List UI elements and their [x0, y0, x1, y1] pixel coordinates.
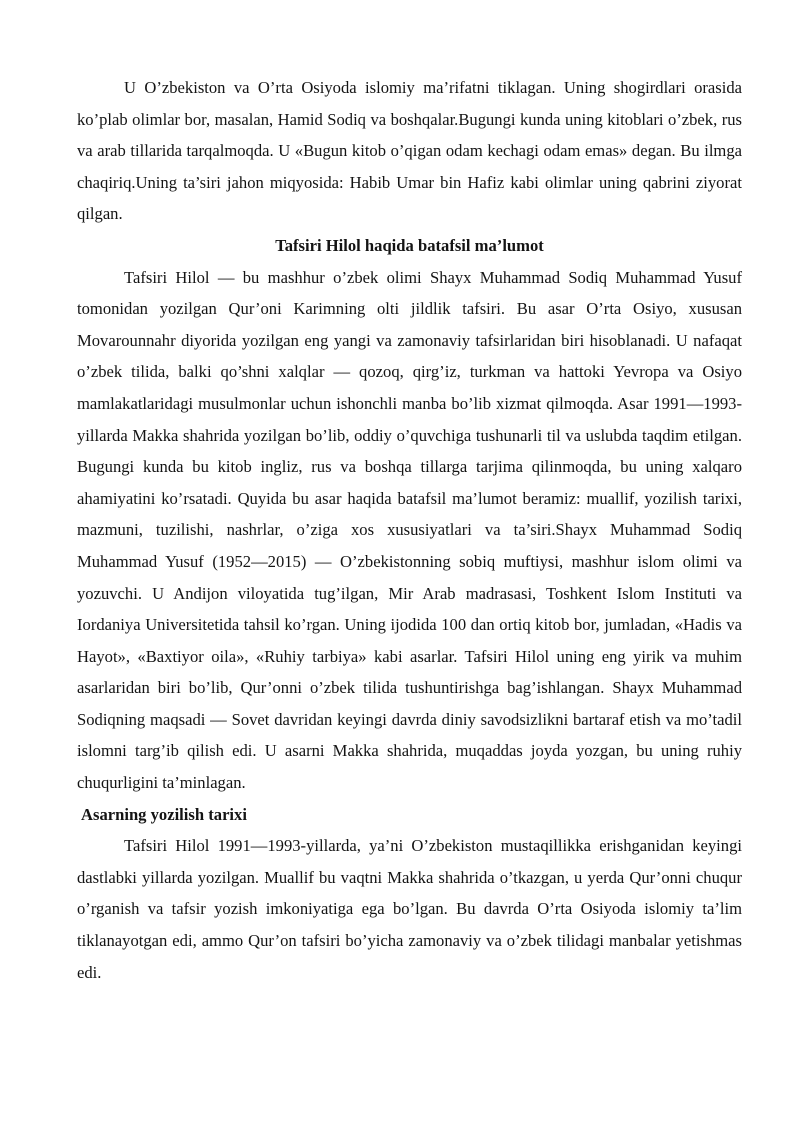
- section-heading-tafsiri-hilol: Tafsiri Hilol haqida batafsil ma’lumot: [275, 235, 544, 255]
- paragraph-writing-history: Tafsiri Hilol 1991—1993-yillarda, ya’ni O’zbekiston mustaqillikka erishganidan keyingi dastlabki yillarda yozilgan. Muallif bu vaqtni Makka shahrida o’tkazgan, u yerda Qur’onni chuqur o’rganish va tafsir yozish imkoniyatiga ega bo’lgan. Bu davrda O’rta Osiyoda islomiy ta’lim tiklanayotgan edi, ammo Qur’on tafsiri bo’yicha zamonaviy va o’zbek tilidagi manbalar yetishmas edi.: [77, 836, 742, 982]
- paragraph-intro-continuation: U O’zbekiston va O’rta Osiyoda islomiy ma’rifatni tiklagan. Uning shogirdlari orasida ko’plab olimlar bor, masalan, Hamid Sodiq va boshqalar.Bugungi kunda uning kitoblari o’zbek, rus va arab tillarida tarqalmoqda. U «Bugun kitob o’qigan odam kechagi odam emas» degan. Bu ilmga chaqiriq.Uning ta’siri jahon miqyosida: Habib Umar bin Hafiz kabi olimlar uning qabrini ziyorat qilgan.: [77, 78, 742, 224]
- paragraph-tafsiri-hilol-details: Tafsiri Hilol — bu mashhur o’zbek olimi Shayx Muhammad Sodiq Muhammad Yusuf tomonidan yozilgan Qur’oni Karimning olti jildlik tafsiri. Bu asar O’rta Osiyo, xususan Movarounnahr diyorida yozilgan eng yangi va zamonaviy tafsirlaridan biri hisoblanadi. U nafaqat o’zbek tilida, balki qo’shni xalqlar — qozoq, qirg’iz, turkman va hattoki Yevropa va Osiyo mamlakatlaridagi musulmonlar uchun ishonchli manba bo’lib xizmat qilmoqda. Asar 1991—1993-yillarda Makka shahrida yozilgan bo’lib, oddiy o’quvchiga tushunarli til va uslubda taqdim etilgan. Bugungi kunda bu kitob ingliz, rus va boshqa tillarga tarjima qilinmoqda, bu uning xalqaro ahamiyatini ko’rsatadi. Quyida bu asar haqida batafsil ma’lumot beramiz: muallif, yozilish tarixi, mazmuni, tuzilishi, nashrlar, o’ziga xos xususiyatlari va ta’siri.Shayx Muhammad Sodiq Muhammad Yusuf (1952—2015) — O’zbekistonning sobiq muftiysi, mashhur islom olimi va yozuvchi. U Andijon viloyatida tug’ilgan, Mir Arab madrasasi, Toshkent Islom Instituti va Iordaniya Universitetida tahsil ko’rgan. Uning ijodida 100 dan ortiq kitob bor, jumladan, «Hadis va Hayot», «Baxtiyor oila», «Ruhiy tarbiya» kabi asarlar. Tafsiri Hilol uning eng yirik va muhim asarlaridan biri bo’lib, Qur’onni o’zbek tilida tushuntirishga bag’ishlangan. Shayx Muhammad Sodiqning maqsadi — Sovet davridan keyingi davrda diniy savodsizlikni bartaraf etish va mo’tadil islomni targ’ib qilish edi. U asarni Makka shahrida, muqaddas joyda yozgan, bu uning ruhiy chuqurligini ta’minlagan.: [77, 267, 742, 793]
- document-page: [77, 72, 742, 988]
- section-heading-writing-history: Asarning yozilish tarixi: [81, 804, 247, 824]
